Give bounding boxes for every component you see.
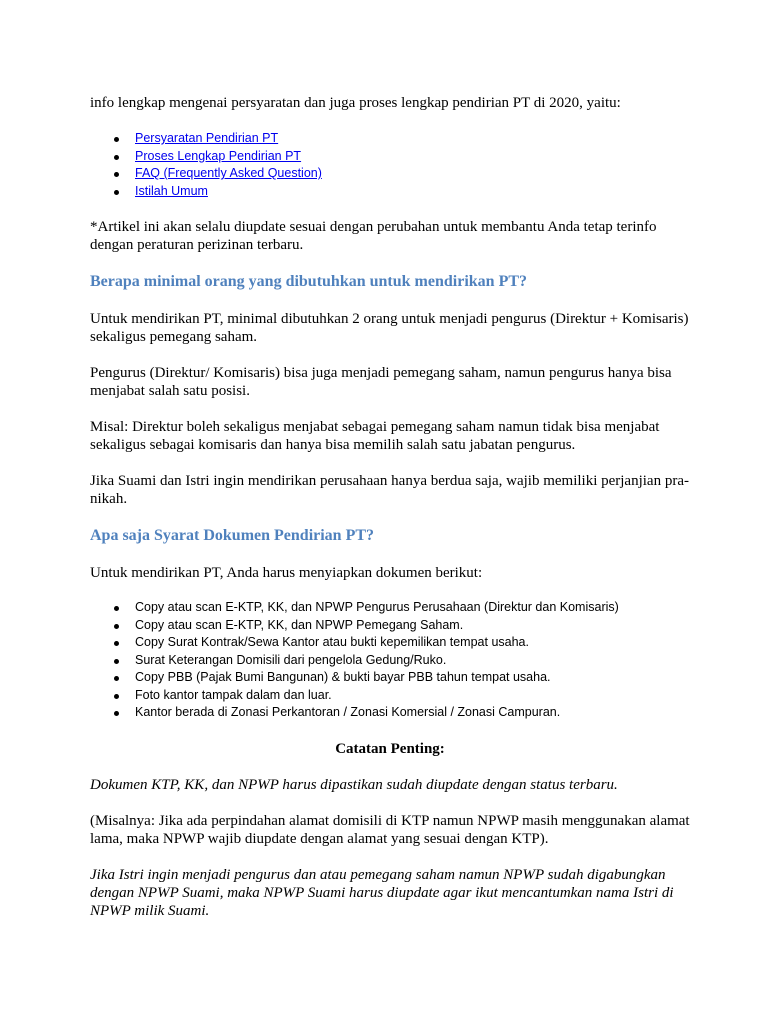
section1-paragraph: Jika Suami dan Istri ingin mendirikan perusahaan hanya berdua saja, wajib memiliki perjanjian pra-nikah. (90, 473, 689, 507)
list-item: Copy atau scan E-KTP, KK, dan NPWP Pemegang Saham. (135, 617, 690, 635)
list-item: Surat Keterangan Domisili dari pengelola Gedung/Ruko. (135, 652, 690, 670)
intro-paragraph: info lengkap mengenai persyaratan dan juga proses lengkap pendirian PT di 2020, yaitu: (90, 95, 621, 111)
notes-paragraph: Jika Istri ingin menjadi pengurus dan atau pemegang saham namun NPWP sudah digabungkan dengan NPWP Suami, maka NPWP Suami harus diupdate agar ikut mencantumkan nama Istri di NPWP milik Suami. (90, 866, 674, 919)
list-item: Foto kantor tampak dalam dan luar. (135, 687, 690, 705)
section2-intro: Untuk mendirikan PT, Anda harus menyiapkan dokumen berikut: (90, 565, 483, 581)
link-list (90, 130, 690, 200)
notes-paragraph: Dokumen KTP, KK, dan NPWP harus dipastikan sudah diupdate dengan status terbaru. (90, 776, 618, 793)
list-item: Copy PBB (Pajak Bumi Bangunan) & bukti bayar PBB tahun tempat usaha. (135, 669, 690, 687)
link-istilah[interactable]: Istilah Umum (135, 183, 208, 198)
update-note: *Artikel ini akan selalu diupdate sesuai dengan perubahan untuk membantu Anda tetap terinfo dengan peraturan perizinan terbaru. (90, 219, 657, 253)
section1-paragraph: Pengurus (Direktur/ Komisaris) bisa juga menjadi pemegang saham, namun pengurus hanya bisa menjabat salah satu posisi. (90, 365, 672, 399)
link-proses[interactable]: Proses Lengkap Pendirian PT (135, 148, 302, 163)
section1-heading: Berapa minimal orang yang dibutuhkan untuk mendirikan PT? (90, 273, 528, 290)
link-faq[interactable]: FAQ (Frequently Asked Question) (135, 166, 322, 180)
link-persyaratan[interactable]: Persyaratan Pendirian PT (135, 131, 279, 145)
list-item: Kantor berada di Zonasi Perkantoran / Zonasi Komersial / Zonasi Campuran. (135, 704, 690, 722)
notes-title: Catatan Penting: (335, 740, 445, 757)
list-item (135, 130, 690, 148)
list-item: Copy atau scan E-KTP, KK, dan NPWP Pengurus Perusahaan (Direktur dan Komisaris) (135, 599, 690, 617)
list-item: Copy Surat Kontrak/Sewa Kantor atau bukti kepemilikan tempat usaha. (135, 634, 690, 652)
section1-paragraph: Misal: Direktur boleh sekaligus menjabat sebagai pemegang saham namun tidak bisa menjabat sekaligus sebagai komisaris dan hanya bisa memilih salah satu jabatan pengurus. (90, 419, 660, 453)
list-item (135, 165, 690, 183)
list-item (135, 148, 690, 166)
document-list (90, 599, 690, 722)
list-item (135, 183, 690, 201)
section2-heading: Apa saja Syarat Dokumen Pendirian PT? (90, 527, 375, 544)
section1-paragraph: Untuk mendirikan PT, minimal dibutuhkan 2 orang untuk menjadi pengurus (Direktur + Komisaris) sekaligus pemegang saham. (90, 311, 689, 345)
notes-paragraph: (Misalnya: Jika ada perpindahan alamat domisili di KTP namun NPWP masih menggunakan alamat lama, maka NPWP wajib diupdate dengan alamat yang sesuai dengan KTP). (90, 812, 690, 847)
document-content (90, 94, 690, 920)
